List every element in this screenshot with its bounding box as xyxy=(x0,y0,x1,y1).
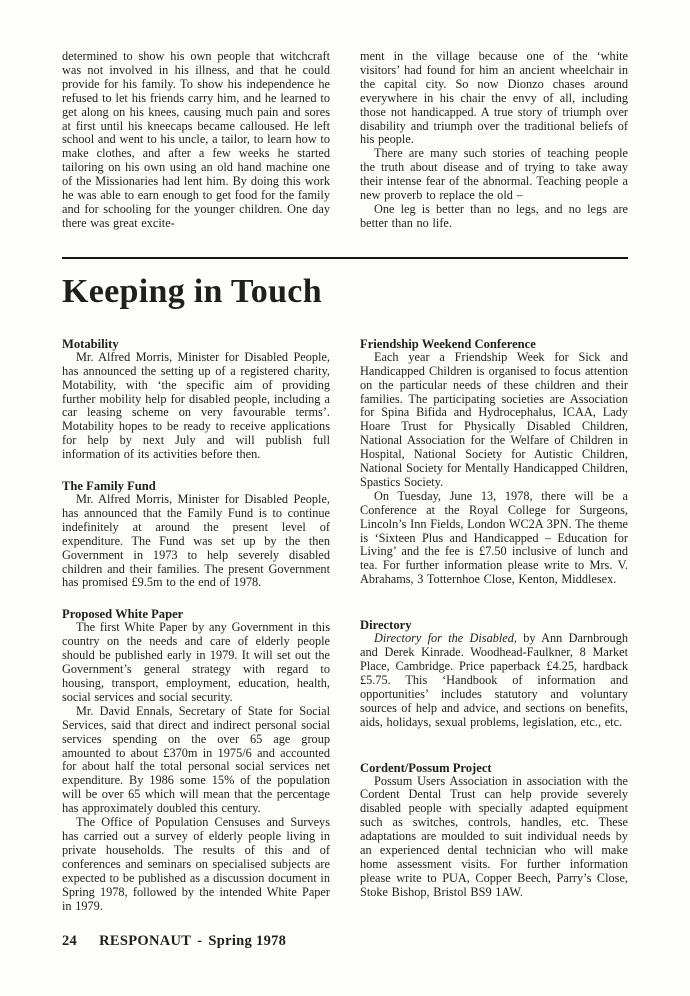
continuation-paragraph: determined to show his own people that witchcraft was not involved in his illness, and that he could provide for his family. To show his independence he refused to let his friends carry him, and he learned to get along on his knees, causing much pain and sores at first until his kneecaps became calloused. He left school and went to his uncle, a tailor, to learn how to make clothes, and after a few weeks he started tailoring on his own using an old hand machine one of the Missionaries had lent him. By doing this work he was able to earn enough to get food for the family and for schooling for the younger children. One day there was great excite- xyxy=(62,49,330,230)
magazine-title: RESPONAUT xyxy=(99,933,192,949)
article-heading: Motability xyxy=(62,336,119,351)
continuation-right-column xyxy=(360,50,628,231)
news-right-column xyxy=(360,337,628,931)
article-motability xyxy=(62,337,330,462)
article-heading: Proposed White Paper xyxy=(62,607,184,622)
article-paragraph: The first White Paper by any Government in this country on the needs and care of elderly people should be published early in 1979. It will set out the Government’s general strategy with regard to housing, transport, employment, education, health, social services and social security. xyxy=(62,620,330,704)
article-cordent-possum-project xyxy=(360,761,628,900)
article-proposed-white-paper xyxy=(62,607,330,913)
article-paragraph: The Office of Population Censuses and Surveys has carried out a survey of elderly people living in private households. The results of this and of conferences and seminars on specialised subjects are expected to be published as a discussion document in Spring 1978, followed by the intended White Paper in 1979. xyxy=(62,815,330,913)
article-paragraph: Mr. Alfred Morris, Minister for Disabled People, has announced the setting up of a registered charity, Motability, with ‘the specific aim of providing further mobility help for disabled people, including a car leasing scheme on very favourable terms’. Motability hopes to be ready to receive applications for help by next July and will publish full information of its activities before then. xyxy=(62,349,330,462)
article-paragraph: Mr. Alfred Morris, Minister for Disabled People, has announced that the Family Fund is to continue indefinitely at around the present level of expenditure. The Fund was set up by the then Government in 1973 to help severely disabled children and their families. The present Government has promised £9.5m to the end of 1978. xyxy=(62,492,330,590)
article-heading: Cordent/Possum Project xyxy=(360,760,492,775)
continuation-paragraph: One leg is better than no legs, and no legs are better than no life. xyxy=(360,201,628,230)
article-paragraph xyxy=(360,632,628,729)
article-paragraph: Mr. David Ennals, Secretary of State for Social Services, said that direct and indirect personal social services spending on the over 65 age group amounted to about £370m in 1975/6 and accounted for about half the total personal social services net expenditure. By 1986 some 15% of the population will be over 65 which will mean that the percentage has approximately doubled this century. xyxy=(62,703,330,816)
continuation-paragraph: There are many such stories of teaching people the truth about disease and of trying to take away their intense fear of the abnormal. Teaching people a new proverb to replace the old – xyxy=(360,146,628,203)
article-directory xyxy=(360,618,628,729)
article-heading: Directory xyxy=(360,618,412,633)
section-divider-rule xyxy=(62,257,628,259)
article-paragraph: Each year a Friendship Week for Sick and Handicapped Children is organised to focus attention on the particular needs of these children and their families. The participating societies are Association for Spina Bifida and Hydrocephalus, ICAA, Lady Hoare Trust for Physically Disabled Children, National Association for the Welfare of Children in Hospital, National Society for Autistic Children, National Society for Mentally Handicapped Children, Spastics Society. xyxy=(360,349,628,489)
article-heading: The Family Fund xyxy=(62,479,156,494)
page-footer xyxy=(62,933,286,950)
news-left-column xyxy=(62,337,330,931)
issue-label: Spring 1978 xyxy=(208,933,287,949)
continuation-left-column xyxy=(62,50,330,231)
article-heading: Friendship Weekend Conference xyxy=(360,336,536,351)
page-title: Keeping in Touch xyxy=(62,272,322,310)
book-title-italic: Directory for the Disabled xyxy=(374,631,514,646)
continuation-paragraph: ment in the village because one of the ‘white visitors’ had found for him an ancient wheelchair in the capital city. So now Dionzo chases around everywhere in his chair the envy of all, including those not handicapped. A true story of triumph over disability and triumph over the traditional beliefs of his people. xyxy=(360,49,628,147)
article-family-fund xyxy=(62,479,330,590)
article-paragraph-text: , by Ann Darnbrough and Derek Kinrade. Woodhead-Faulkner, 8 Market Place, Cambridge. Price paperback £4.25, hardback £5.75. This ‘Handbook of information and opportunities’ includes statutory and voluntary sources of help and advice, and sections on benefits, aids, holidays, sexual problems, legislation, etc., etc. xyxy=(360,631,628,729)
news-sections xyxy=(62,337,628,931)
article-paragraph: Possum Users Association in association with the Cordent Dental Trust can help provide severely disabled people with specially adapted equipment such as switches, controls, handles, etc. These adaptations are moulded to suit individual needs by an experienced dental technician who will make home assessment visits. For further information please write to PUA, Copper Beech, Parry’s Close, Stoke Bishop, Bristol BS9 1AW. xyxy=(360,773,628,899)
continuation-article xyxy=(62,50,628,231)
page-number: 24 xyxy=(62,933,78,949)
article-friendship-weekend-conference xyxy=(360,337,628,587)
article-paragraph: On Tuesday, June 13, 1978, there will be a Conference at the Royal College for Surgeons, Lincoln’s Inn Fields, London WC2A 3PN. The theme is ‘Sixteen Plus and Handicapped – Education for Living’ and the fee is £7.50 inclusive of lunch and tea. For further information please write to Mrs. V. Abrahams, 3 Totternhoe Close, Kenton, Middlesex. xyxy=(360,488,628,587)
footer-separator: - xyxy=(197,933,203,949)
